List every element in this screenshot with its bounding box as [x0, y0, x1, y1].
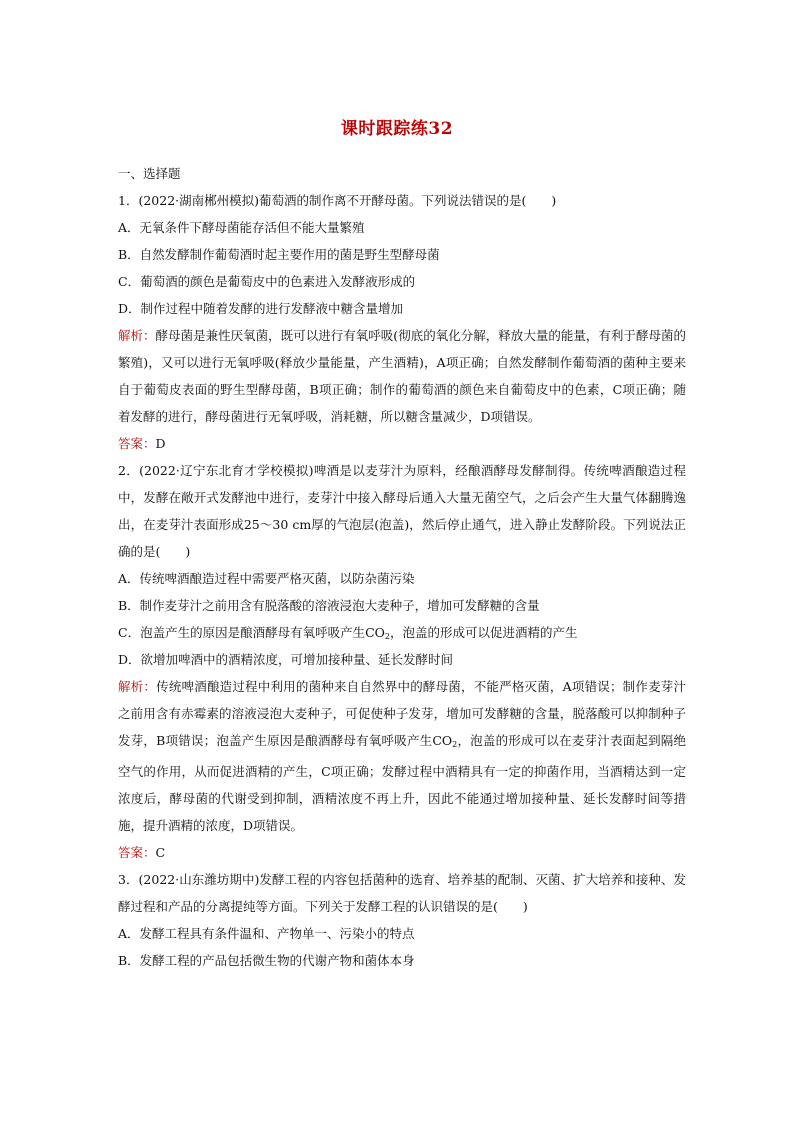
question-2-analysis — [118, 673, 686, 839]
question-2-option-d: D．欲增加啤酒中的酒精浓度，可增加接种量、延长发酵时间 — [118, 652, 454, 667]
answer-label: 答案： — [118, 845, 156, 860]
question-1-stem: 1．(2022·湖南郴州模拟)葡萄酒的制作离不开酵母菌。下列说法错误的是( ) — [118, 193, 557, 208]
question-1-answer — [118, 430, 686, 457]
page-title: 课时跟踪练32 — [340, 119, 454, 139]
analysis-label: 解析： — [118, 328, 156, 343]
question-2-stem: 2．(2022·辽宁东北育才学校模拟)啤酒是以麦芽汁为原料，经酿酒酵母发酵制得。传统啤酒酿造过程中，发酵在敞开式发酵池中进行，麦芽汁中接入酵母后通入大量无菌空气，之后会产生大量气体翻腾逸出，在麦芽汁表面形成25～30 cm厚的气泡层(泡盖)，然后停止通气，进入静止发酵阶段。下列说法正确的是( ) — [118, 463, 686, 559]
analysis-text-end: ，泡盖的形成可以在麦芽汁表面起到隔绝空气的作用，从而促进酒精的产生，C项正确；发酵过程中酒精具有一定的抑菌作用，当酒精达到一定浓度后，酵母菌的代谢受到抑制，酒精浓度不再上升，因此不能通过增加接种量、延长发酵时间等措施，提升酒精的浓度，D项错误。 — [118, 733, 686, 833]
analysis-text: 传统啤酒酿造过程中利用的菌种来自自然界中的酵母菌，不能严格灭菌，A项错误；制作麦芽汁之前用含有赤霉素的溶液浸泡大麦种子，可促使种子发芽，增加可发酵糖的含量，脱落酸可以抑制种子发芽，B项错误；泡盖产生原因是酿酒酵母有氧呼吸产生CO — [118, 679, 686, 748]
answer-label: 答案： — [118, 436, 156, 451]
option-c-text-end: ，泡盖的形成可以促进酒精的产生 — [389, 625, 578, 640]
answer-value: C — [155, 845, 166, 860]
question-2-option-a: A．传统啤酒酿造过程中需要严格灭菌，以防杂菌污染 — [118, 571, 415, 586]
question-1-option-b: B．自然发酵制作葡萄酒时起主要作用的菌是野生型酵母菌 — [118, 247, 440, 262]
question-2-option-c — [118, 619, 686, 646]
question-1-option-c: C．葡萄酒的颜色是葡萄皮中的色素进入发酵液形成的 — [118, 274, 416, 289]
question-3-option-b: B．发酵工程的产品包括微生物的代谢产物和菌体本身 — [118, 953, 415, 968]
question-1-option-d: D．制作过程中随着发酵的进行发酵液中糖含量增加 — [118, 301, 404, 316]
option-c-text: C．泡盖产生的原因是酿酒酵母有氧呼吸产生CO — [118, 625, 385, 640]
option-c-subscript: 2 — [384, 632, 390, 641]
question-2-option-b: B．制作麦芽汁之前用含有脱落酸的溶液浸泡大麦种子，增加可发酵糖的含量 — [118, 598, 540, 613]
question-3-option-a: A．发酵工程具有条件温和、产物单一、污染小的特点 — [118, 926, 415, 941]
section-heading: 一、选择题 — [118, 166, 181, 181]
question-2-answer — [118, 839, 686, 866]
analysis-subscript: 2 — [452, 740, 458, 749]
answer-value: D — [155, 436, 166, 451]
analysis-text: 酵母菌是兼性厌氧菌，既可以进行有氧呼吸(彻底的氧化分解，释放大量的能量，有利于酵母菌的繁殖)，又可以进行无氧呼吸(释放少量能量，产生酒精)，A项正确；自然发酵制作葡萄酒的菌种主要来自于葡萄皮表面的野生型酵母菌，B项正确；制作的葡萄酒的颜色来自葡萄皮中的色素，C项正确；随着发酵的进行，酵母菌进行无氧呼吸，消耗糖，所以糖含量减少，D项错误。 — [118, 328, 686, 424]
question-3-stem: 3．(2022·山东潍坊期中)发酵工程的内容包括菌种的选育、培养基的配制、灭菌、扩大培养和接种、发酵过程和产品的分离提纯等方面。下列关于发酵工程的认识错误的是( ) — [118, 872, 686, 914]
question-1-option-a: A．无氧条件下酵母菌能存活但不能大量繁殖 — [118, 220, 365, 235]
document-body — [118, 160, 686, 974]
analysis-label: 解析： — [118, 679, 157, 694]
question-1-analysis — [118, 322, 686, 430]
